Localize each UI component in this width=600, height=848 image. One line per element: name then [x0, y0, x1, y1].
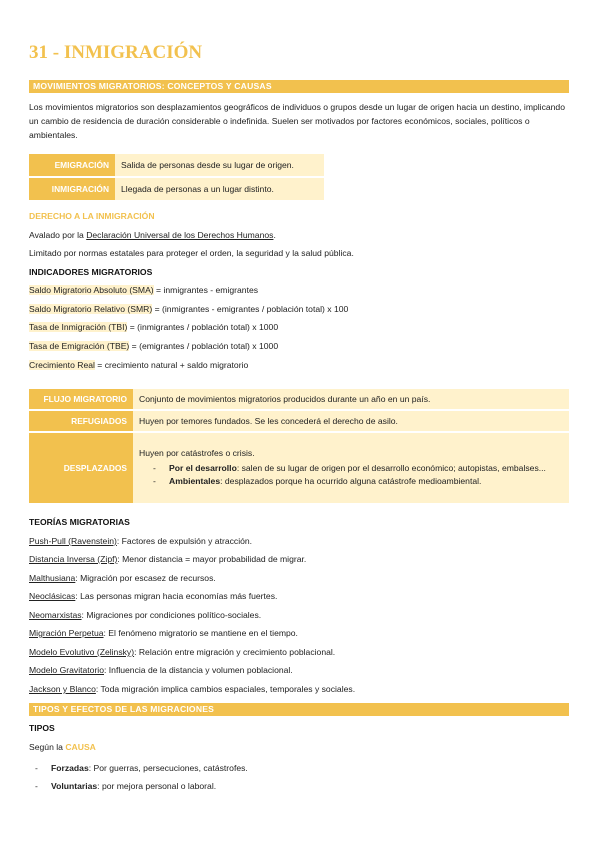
causes-list — [29, 759, 569, 795]
indicator-item — [29, 341, 278, 351]
rights-line-1 — [29, 230, 276, 240]
flow-row — [29, 411, 569, 433]
declaration-link[interactable]: Declaración Universal de los Derechos Humanos — [86, 230, 274, 240]
theory-desc: : Toda migración implica cambios espaciales, temporales y sociales. — [95, 684, 356, 694]
indicators-heading: INDICADORES MIGRATORIOS — [29, 267, 153, 277]
flows-table — [29, 389, 569, 503]
list-item — [147, 462, 563, 475]
definition-row — [29, 178, 324, 200]
tipos-heading: TIPOS — [29, 723, 55, 733]
indicator-name: Tasa de Emigración (TBE) — [29, 341, 130, 351]
theory-desc: : Migración por escasez de recursos. — [75, 573, 216, 583]
theory-name: Modelo Evolutivo (Zelinsky) — [29, 647, 135, 657]
indicator-name: Crecimiento Real — [29, 360, 95, 370]
theory-item — [29, 610, 261, 620]
theory-desc: : Las personas migran hacia economías más fuertes. — [75, 591, 278, 601]
indicator-item — [29, 360, 248, 370]
theory-desc: : Factores de expulsión y atracción. — [116, 536, 253, 546]
theory-item — [29, 665, 293, 675]
list-item-text: : Por guerras, persecuciones, catástrofes. — [88, 763, 248, 773]
definition-label: INMIGRACIÓN — [29, 178, 115, 200]
definition-label: EMIGRACIÓN — [29, 154, 115, 178]
theory-desc: : El fenómeno migratorio se mantiene en el tiempo. — [103, 628, 298, 638]
refugiados-label: REFUGIADOS — [29, 411, 133, 433]
cause-line — [29, 742, 96, 752]
definitions-table — [29, 154, 324, 200]
list-item — [29, 759, 569, 777]
indicator-name: Tasa de Inmigración (TBI) — [29, 322, 128, 332]
indicator-formula: = (inmigrantes - emigrantes / población total) x 100 — [152, 304, 349, 314]
indicator-formula: = (emigrantes / población total) x 1000 — [129, 341, 279, 351]
list-item-text: : salen de su lugar de origen por el desarrollo económico; autopistas, embalses... — [236, 463, 546, 473]
refugiados-text: Huyen por temores fundados. Se les concederá el derecho de asilo. — [133, 411, 569, 433]
rights-line-1-pre: Avalado por la — [29, 230, 87, 240]
theory-desc: : Migraciones por condiciones político-sociales. — [81, 610, 262, 620]
theory-item — [29, 573, 216, 583]
list-item-bold: Voluntarias — [51, 781, 98, 791]
desplazados-label: DESPLAZADOS — [29, 433, 133, 503]
theory-name: Neoclásicas — [29, 591, 76, 601]
list-item-bold: Forzadas — [51, 763, 89, 773]
theories-heading: TEORÍAS MIGRATORIAS — [29, 517, 130, 527]
theory-item — [29, 647, 335, 657]
theory-desc: : Menor distancia = mayor probabilidad de migrar. — [117, 554, 307, 564]
definition-text: Llegada de personas a un lugar distinto. — [115, 178, 324, 200]
desplazados-list — [139, 462, 563, 488]
list-item-bold: Por el desarrollo — [169, 463, 237, 473]
theory-name: Distancia Inversa (Zipf) — [29, 554, 118, 564]
rights-line-2: Limitado por normas estatales para proteger el orden, la seguridad y la salud pública. — [29, 248, 354, 258]
theory-name: Malthusiana — [29, 573, 76, 583]
cause-word: CAUSA — [65, 742, 96, 752]
section-heading-movimientos: MOVIMIENTOS MIGRATORIOS: CONCEPTOS Y CAUSAS — [29, 80, 569, 93]
rights-line-1-post: . — [273, 230, 276, 240]
flow-row — [29, 433, 569, 503]
theory-name: Migración Perpetua — [29, 628, 104, 638]
theory-name: Jackson y Blanco — [29, 684, 96, 694]
indicator-item — [29, 285, 258, 295]
flow-label: FLUJO MIGRATORIO — [29, 389, 133, 411]
indicator-name: Saldo Migratorio Relativo (SMR) — [29, 304, 153, 314]
list-item-bold: Ambientales — [169, 476, 221, 486]
theory-name: Modelo Gravitatorio — [29, 665, 104, 675]
page-title: 31 - INMIGRACIÓN — [29, 42, 203, 63]
cause-pre: Según la — [29, 742, 66, 752]
indicator-item — [29, 304, 348, 314]
indicator-item — [29, 322, 278, 332]
theory-name: Push-Pull (Ravenstein) — [29, 536, 117, 546]
theory-desc: : Influencia de la distancia y volumen poblacional. — [104, 665, 293, 675]
list-item-text: : desplazados porque ha ocurrido alguna catástrofe medioambiental. — [220, 476, 482, 486]
flow-row — [29, 389, 569, 411]
list-item — [147, 475, 563, 488]
section-heading-tipos-efectos: TIPOS Y EFECTOS DE LAS MIGRACIONES — [29, 703, 569, 716]
definition-row — [29, 154, 324, 178]
indicator-formula: = (inmigrantes / población total) x 1000 — [127, 322, 279, 332]
theory-item — [29, 591, 277, 601]
indicator-formula: = inmigrantes - emigrantes — [153, 285, 259, 295]
theory-item — [29, 554, 306, 564]
theory-item — [29, 628, 298, 638]
theory-desc: : Relación entre migración y crecimiento poblacional. — [134, 647, 336, 657]
theory-name: Neomarxistas — [29, 610, 82, 620]
theory-item — [29, 536, 252, 546]
list-item-text: : por mejora personal o laboral. — [97, 781, 217, 791]
definition-text: Salida de personas desde su lugar de origen. — [115, 154, 324, 178]
desplazados-cell — [133, 433, 569, 503]
intro-paragraph: Los movimientos migratorios son desplazamientos geográficos de individuos o grupos desde un lugar de origen hacia un destino, implicando un cambio de residencia de duración considerable o indefinida. Suelen ser motivados por factores económicos, sociales, políticos o ambientales. — [29, 102, 565, 140]
desplazados-text: Huyen por catástrofes o crisis. — [139, 448, 255, 458]
rights-heading: DERECHO A LA INMIGRACIÓN — [29, 211, 155, 221]
theory-item — [29, 684, 355, 694]
indicator-formula: = crecimiento natural + saldo migratorio — [94, 360, 249, 370]
list-item — [29, 777, 569, 795]
flow-text: Conjunto de movimientos migratorios producidos durante un año en un país. — [133, 389, 569, 411]
indicator-name: Saldo Migratorio Absoluto (SMA) — [29, 285, 154, 295]
